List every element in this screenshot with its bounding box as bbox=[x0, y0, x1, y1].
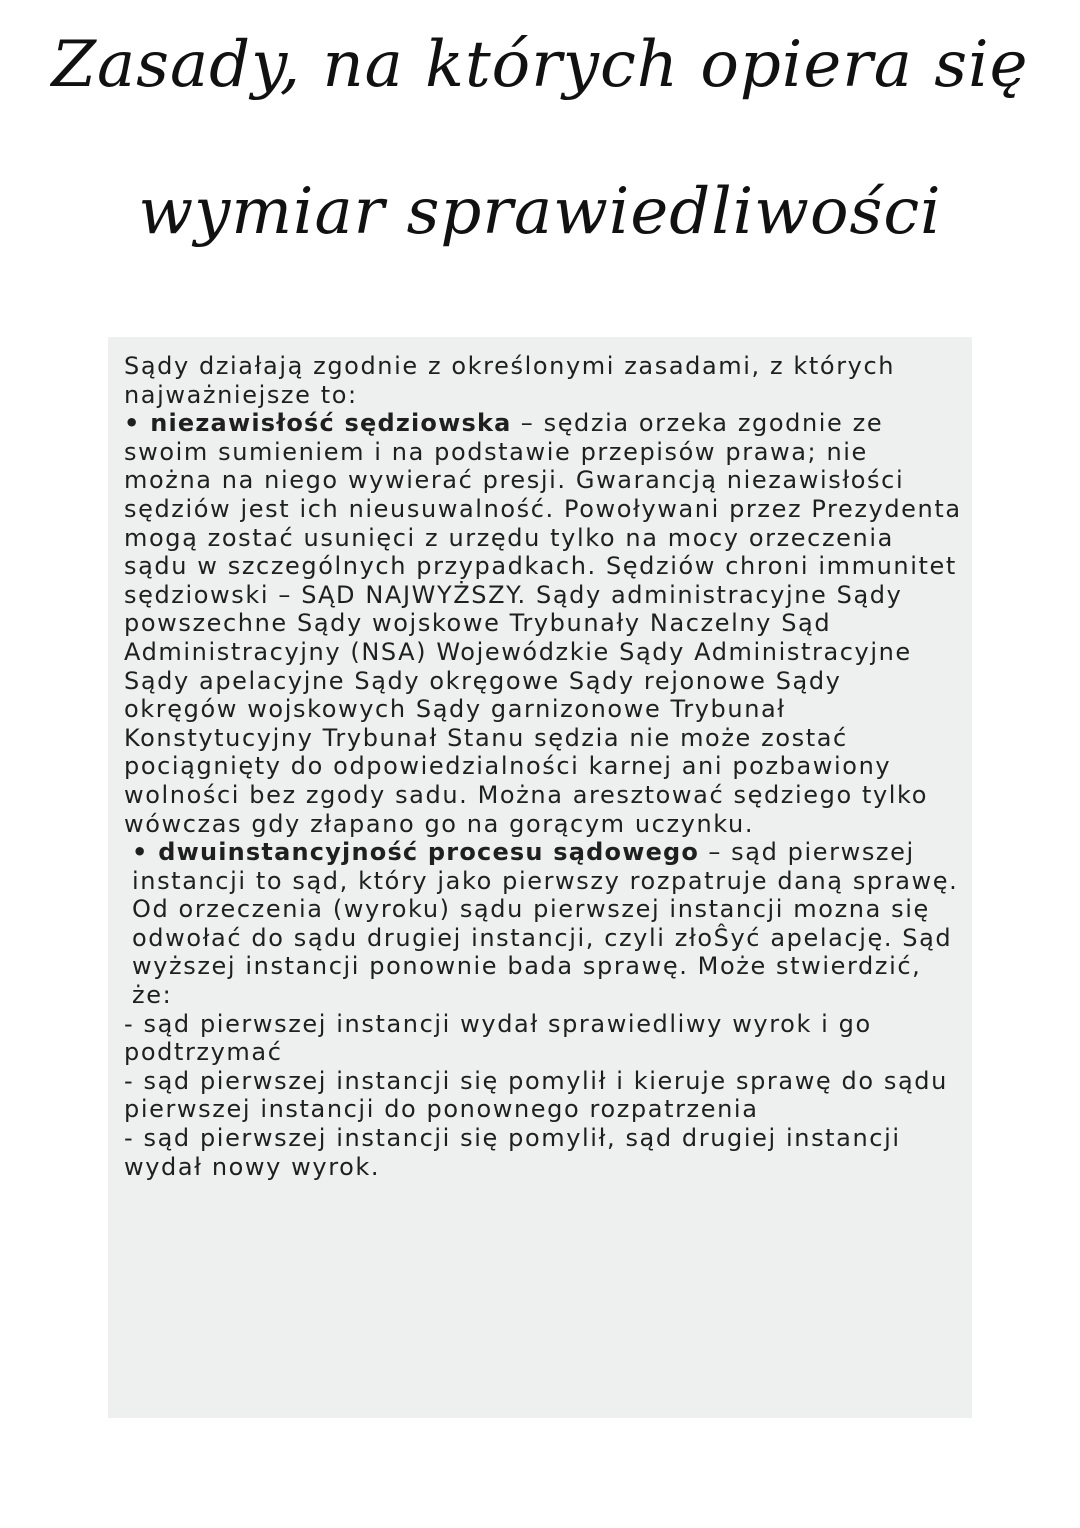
outcome-item: - sąd pierwszej instancji się pomylił, sąd drugiej instancji wydał nowy wyrok. bbox=[124, 1124, 901, 1181]
principle-two-instance-text: – sąd pierwszej instancji to sąd, który jako pierwszy rozpatruje daną sprawę. Od orzeczenia (wyroku) sądu pierwszej instancji mozna się odwołać do sądu drugiej instancji, czyli złoŜyć apelację. Sąd wyższej instancji ponownie bada sprawę. Może stwierdzić, że: bbox=[132, 838, 959, 1010]
intro-paragraph: Sądy działają zgodnie z określonymi zasadami, z których najważniejsze to: bbox=[124, 352, 896, 409]
principle-independence-text: – sędzia orzeka zgodnie ze swoim sumieniem i na podstawie przepisów prawa; nie można na niego wywierać presji. Gwarancją niezawisłości sędziów jest ich nieusuwalność. Powoływani przez Prezydenta mogą zostać usunięci z urzędu tylko na mocy orzeczenia sądu w szczególnych przypadkach. Sędziów chroni immunitet sędziowski – SĄD NAJWYŻSZY. Sądy administracyjne Sądy powszechne Sądy wojskowe Trybunały Naczelny Sąd Administracyjny (NSA) Wojewódzkie Sądy Administracyjne Sądy apelacyjne Sądy okręgowe Sądy rejonowe Sądy okręgów wojskowych Sądy garnizonowe Trybunał Konstytucyjny Trybunał Stanu sędzia nie może zostać pociągnięty do odpowiedzialności karnej ani pozbawiony wolności bez zgody sadu. Można aresztować sędziego tylko wówczas gdy złapano go na gorącym uczynku. bbox=[124, 409, 962, 838]
principle-two-instance-term: dwuinstancyjność procesu sądowego bbox=[158, 838, 700, 867]
page-title-line-2: wymiar sprawiedliwości bbox=[138, 175, 942, 249]
principle-two-instance bbox=[124, 838, 964, 1010]
bullet-icon: • bbox=[124, 409, 141, 438]
outcome-item: - sąd pierwszej instancji się pomylił i kieruje sprawę do sądu pierwszej instancji do ponownego rozpatrzenia bbox=[124, 1066, 948, 1124]
content-text bbox=[124, 352, 964, 1181]
bullet-icon: • bbox=[132, 838, 149, 867]
page-title-line-1: Zasady, na których opiera się bbox=[51, 28, 1029, 102]
principle-independence-term: niezawisłość sędziowska bbox=[150, 409, 512, 438]
principle-independence bbox=[124, 409, 964, 838]
outcome-item: - sąd pierwszej instancji wydał sprawiedliwy wyrok i go podtrzymać bbox=[124, 1009, 872, 1067]
